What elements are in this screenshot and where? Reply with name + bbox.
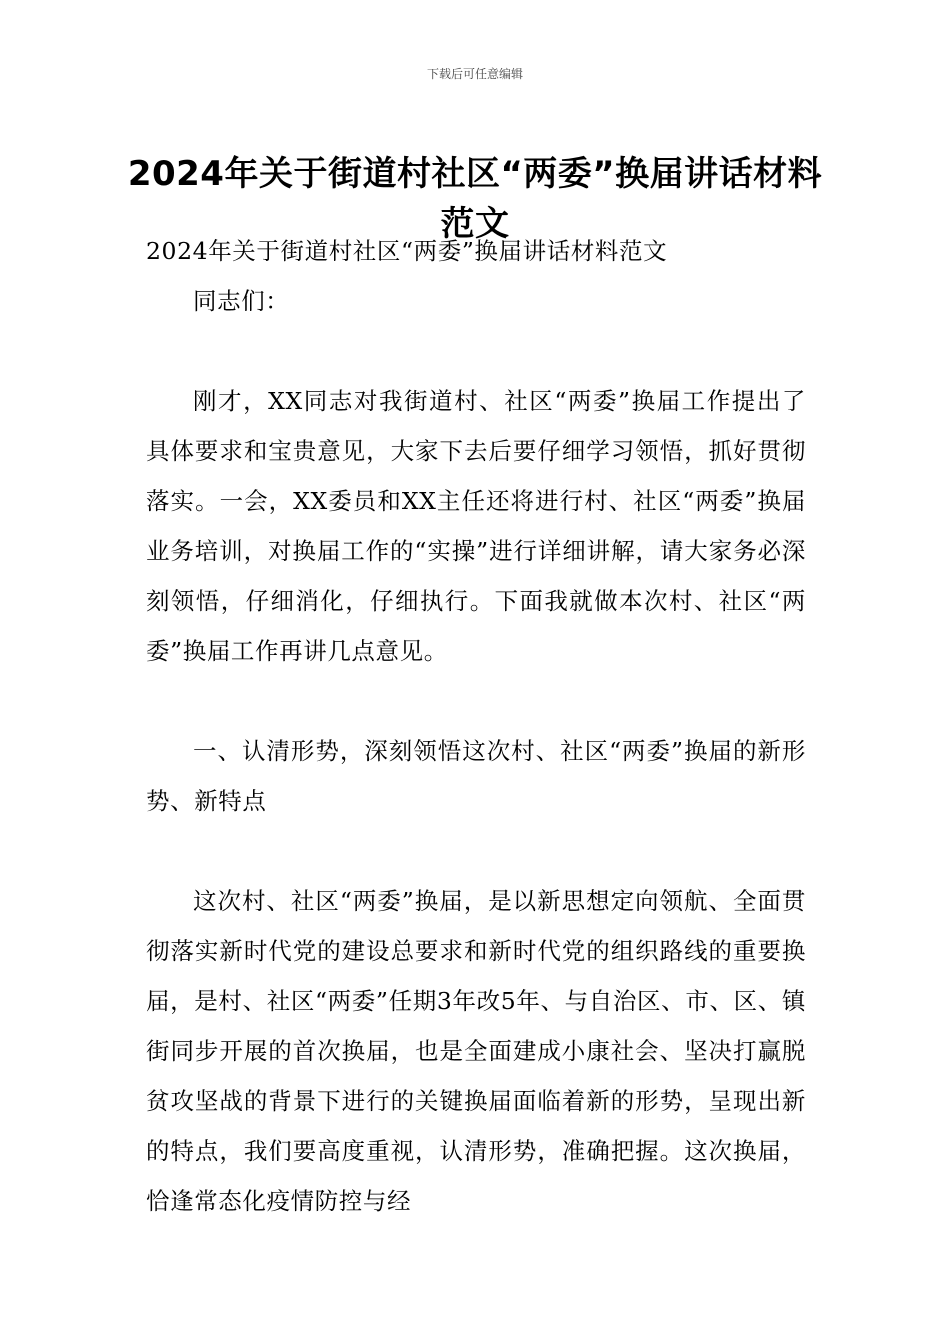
header-note: 下载后可任意编辑 [426,67,523,81]
paragraph-2: 这次村、社区“两委”换届，是以新思想定向领航、全面贯彻落实新时代党的建设总要求和新时代党的组织路线的重要换届，是村、社区“两委”任期3年改5年、与自治区、市、区、镇街同步开展的首次换届，也是全面建成小康社会、坚决打赢脱贫攻坚战的背景下进行的关键换届面临着新的形势，呈现出新的特点，我们要高度重视，认清形势，准确把握。这次换届，恰逢常态化疫情防控与经 [146,887,806,1215]
salutation: 同志们： [193,287,290,315]
document-body [146,226,806,1226]
section-heading-1: 一、认清形势，深刻领悟这次村、社区“两委”换届的新形势、新特点 [146,737,806,815]
paragraph-1: 刚才，XX同志对我街道村、社区“两委”换届工作提出了具体要求和宝贵意见，大家下去后要仔细学习领悟，抓好贯彻落实。一会，XX委员和XX主任还将进行村、社区“两委”换届业务培训，对换届工作的“实操”进行详细讲解，请大家务必深刻领悟，仔细消化，仔细执行。下面我就做本次村、社区“两委”换届工作再讲几点意见。 [146,387,806,665]
document-subtitle: 2024年关于街道村社区“两委”换届讲话材料范文 [146,237,668,265]
document-title: 2024年关于街道村社区“两委”换届讲话材料范文 [127,153,823,244]
